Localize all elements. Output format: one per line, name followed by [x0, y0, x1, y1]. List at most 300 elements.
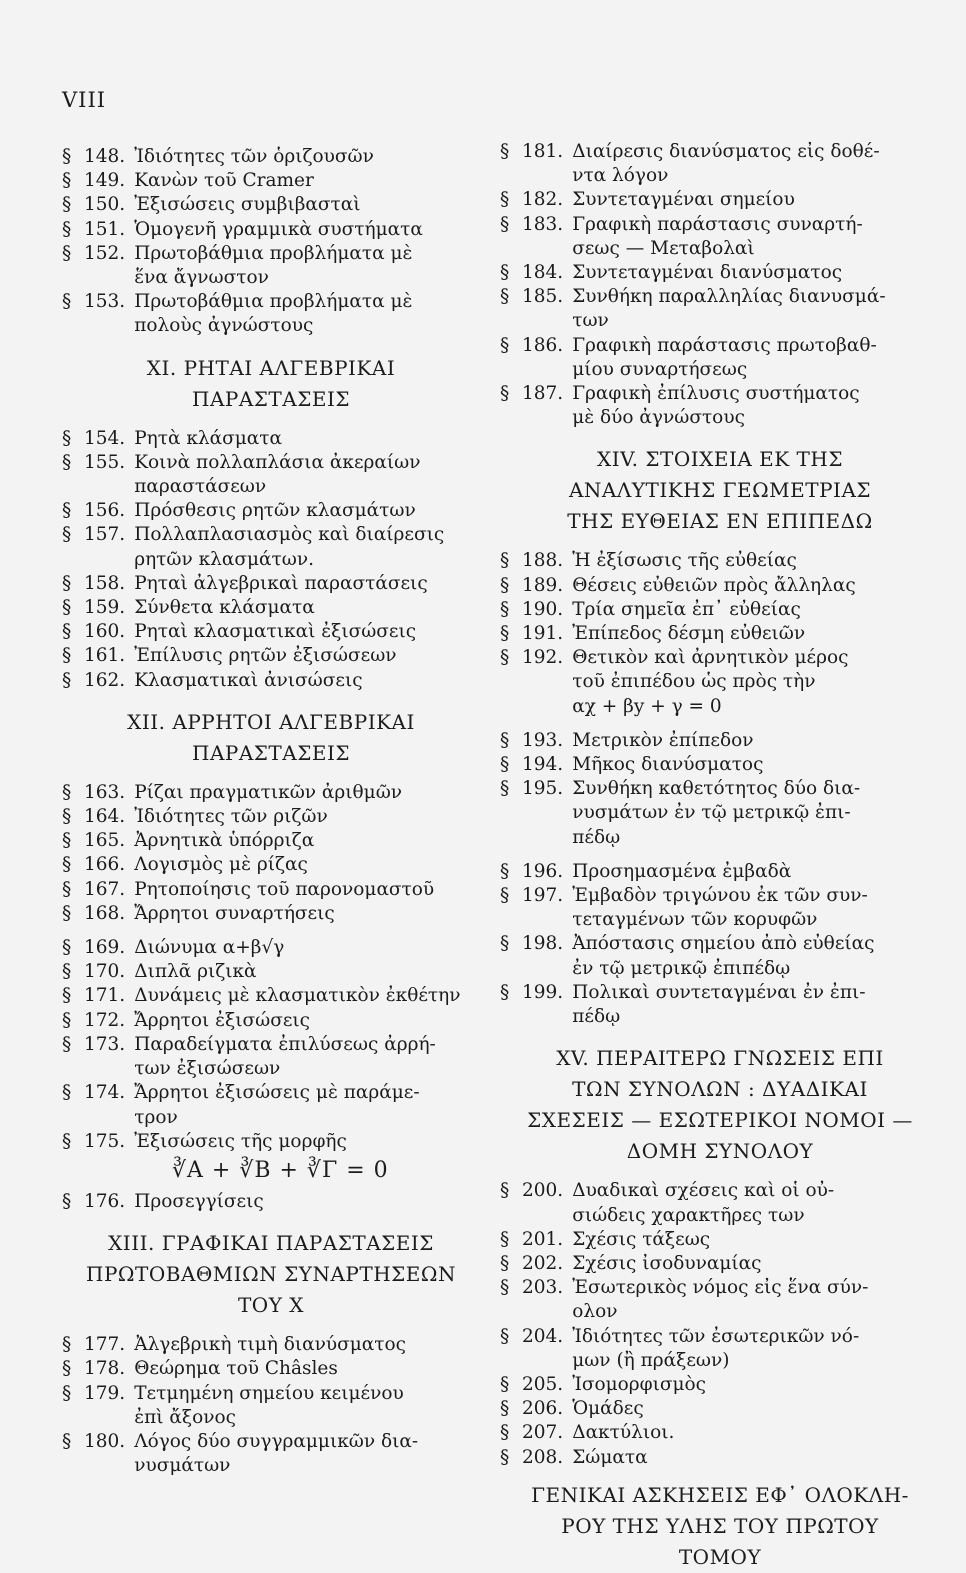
toc-entry — [500, 285, 940, 333]
toc-entry — [500, 884, 940, 932]
section-title — [134, 1190, 480, 1214]
section-number: 166. — [84, 854, 126, 876]
section-sign: § — [500, 213, 510, 235]
section-title — [134, 572, 480, 596]
section-title — [572, 213, 940, 261]
section-title — [134, 451, 480, 499]
section-sign: § — [62, 669, 72, 691]
final-heading — [500, 1480, 940, 1573]
section-sign: § — [500, 1325, 510, 1347]
heading-line: XIII. ΓΡΑΦΙΚΑΙ ΠΑΡΑΣΤΑΣΕΙΣ — [108, 1231, 434, 1256]
section-title-line: Ρηταὶ ἀλγεβρικαὶ παραστάσεις — [134, 572, 428, 594]
section-number: 197. — [522, 885, 564, 907]
section-number: 206. — [522, 1398, 564, 1420]
section-title-line: Ἀπόστασις σημείου ἀπὸ εὐθείας — [572, 933, 875, 955]
section-number: 157. — [84, 524, 126, 546]
toc-entry — [500, 1446, 940, 1470]
section-sign: § — [500, 981, 510, 1003]
section-title — [572, 261, 940, 285]
section-number: 202. — [522, 1252, 564, 1274]
toc-entry — [62, 145, 480, 169]
section-title-line: Ἀρνητικὰ ὑπόρριζα — [134, 830, 315, 852]
section-title-line: Γραφικὴ παράστασις πρωτοβαθ- — [572, 334, 877, 356]
toc-entry — [500, 753, 940, 777]
section-number: 178. — [84, 1358, 126, 1380]
section-sign: § — [62, 1334, 72, 1356]
toc-entry — [62, 620, 480, 644]
section-title-line: νυσμάτων — [134, 1455, 231, 1477]
section-title — [572, 932, 940, 980]
toc-entry — [500, 1397, 940, 1421]
toc-entry — [62, 1190, 480, 1214]
section-title — [134, 1333, 480, 1357]
section-title — [134, 427, 480, 451]
section-sign: § — [500, 1277, 510, 1299]
section-sign: § — [62, 427, 72, 449]
cube-root-formula: ∛Α + ∛Β + ∛Γ = 0 — [172, 1157, 389, 1183]
section-number: 192. — [522, 647, 564, 669]
section-number: 208. — [522, 1446, 564, 1468]
section-number: 170. — [84, 961, 126, 983]
toc-entry — [62, 1333, 480, 1357]
toc-entry — [500, 213, 940, 261]
section-title — [572, 753, 940, 777]
section-title — [134, 960, 480, 984]
section-title — [134, 499, 480, 523]
section-number: 159. — [84, 597, 126, 619]
toc-entry — [62, 1009, 480, 1033]
chapter-heading — [62, 353, 480, 415]
section-title-line: Θεώρημα τοῦ Châsles — [134, 1358, 338, 1380]
section-title-line: Μετρικὸν ἐπίπεδον — [572, 729, 754, 751]
section-title — [134, 193, 480, 217]
section-title-line: Πολλαπλασιασμὸς καὶ διαίρεσις — [134, 524, 445, 546]
section-title — [572, 1228, 940, 1252]
section-title-line: Συνθήκη καθετότητος δύο δια- — [572, 778, 861, 800]
section-title-line: Ἀλγεβρικὴ τιμὴ διανύσματος — [134, 1334, 407, 1356]
section-sign: § — [500, 860, 510, 882]
toc-entry — [62, 960, 480, 984]
toc-entry — [500, 646, 940, 719]
toc-entry — [62, 596, 480, 620]
section-title — [134, 218, 480, 242]
toc-entry — [62, 499, 480, 523]
section-number: 194. — [522, 754, 564, 776]
section-title — [134, 1081, 480, 1129]
chapter-heading — [500, 1043, 940, 1167]
section-number: 173. — [84, 1033, 126, 1055]
toc-entry — [62, 1033, 480, 1081]
section-sign: § — [62, 645, 72, 667]
section-sign: § — [62, 1033, 72, 1055]
section-title-line: τοῦ ἐπιπέδου ὡς πρὸς τὴν — [572, 671, 816, 693]
heading-line: ΠΡΩΤΟΒΑΘΜΙΩΝ ΣΥΝΑΡΤΗΣΕΩΝ — [86, 1262, 456, 1287]
chapter-heading — [62, 1228, 480, 1321]
toc-entry — [62, 805, 480, 829]
section-title-line: Κοινὰ πολλαπλάσια ἀκεραίων — [134, 451, 421, 473]
toc-entry — [500, 261, 940, 285]
section-title-line: Ἰσομορφισμὸς — [572, 1373, 707, 1395]
section-sign: § — [62, 291, 72, 313]
toc-right-column — [500, 140, 940, 1573]
heading-line: XIV. ΣΤΟΙΧΕΙΑ ΕΚ ΤΗΣ — [597, 447, 843, 472]
toc-entry — [62, 1382, 480, 1430]
toc-entry — [62, 669, 480, 693]
heading-line: ΔΟΜΗ ΣΥΝΟΛΟΥ — [626, 1139, 814, 1164]
section-title — [572, 729, 940, 753]
section-number: 182. — [522, 189, 564, 211]
section-title — [572, 549, 940, 573]
section-number: 165. — [84, 830, 126, 852]
toc-entry — [62, 902, 480, 926]
section-title — [134, 878, 480, 902]
section-sign: § — [62, 985, 72, 1007]
toc-entry — [62, 644, 480, 668]
section-title-line: Γραφικὴ ἐπίλυσις συστήματος — [572, 383, 860, 405]
section-title-line: Πρωτοβάθμια προβλήματα μὲ — [134, 291, 413, 313]
toc-entry — [62, 878, 480, 902]
section-title-line: Δυαδικαὶ σχέσεις καὶ οἱ οὐ- — [572, 1180, 835, 1202]
toc-entry — [500, 1252, 940, 1276]
section-sign: § — [500, 1180, 510, 1202]
section-sign: § — [500, 778, 510, 800]
section-number: 180. — [84, 1430, 126, 1452]
toc-entry — [62, 290, 480, 338]
section-title — [134, 242, 480, 290]
section-sign: § — [500, 623, 510, 645]
section-number: 171. — [84, 985, 126, 1007]
section-title-line: μων (ἢ πράξεων) — [572, 1349, 730, 1371]
section-number: 163. — [84, 781, 126, 803]
section-sign: § — [62, 1009, 72, 1031]
section-sign: § — [500, 574, 510, 596]
section-title-line: Σχέσις ἰσοδυναμίας — [572, 1252, 762, 1274]
section-title-line: τεταγμένων τῶν κορυφῶν — [572, 909, 818, 931]
section-title — [572, 285, 940, 333]
toc-entry — [500, 1373, 940, 1397]
section-number: 204. — [522, 1325, 564, 1347]
section-title-line: Σώματα — [572, 1446, 648, 1468]
section-number: 190. — [522, 598, 564, 620]
section-number: 205. — [522, 1373, 564, 1395]
section-title-line: τρον — [134, 1106, 178, 1128]
section-number: 168. — [84, 902, 126, 924]
section-sign: § — [500, 1398, 510, 1420]
section-title — [134, 290, 480, 338]
section-sign: § — [62, 242, 72, 264]
section-title-line: Ὁμογενῆ γραμμικὰ συστήματα — [134, 218, 423, 240]
section-number: 149. — [84, 170, 126, 192]
section-sign: § — [62, 961, 72, 983]
section-title-line: Δακτύλιοι. — [572, 1422, 675, 1444]
section-number: 177. — [84, 1334, 126, 1356]
heading-line: XII. ΑΡΡΗΤΟΙ ΑΛΓΕΒΡΙΚΑΙ — [127, 709, 415, 734]
section-sign: § — [62, 1382, 72, 1404]
heading-line: XV. ΠΕΡΑΙΤΕΡΩ ΓΝΩΣΕΙΣ ΕΠΙ — [556, 1046, 884, 1071]
section-number: 167. — [84, 878, 126, 900]
section-title-line: ἐν τῷ μετρικῷ ἐπιπέδῳ — [572, 957, 791, 979]
section-number: 154. — [84, 427, 126, 449]
section-sign: § — [500, 1228, 510, 1250]
toc-entry — [500, 1228, 940, 1252]
section-title-line: Τετμημένη σημείου κειμένου — [134, 1382, 404, 1404]
section-title — [134, 620, 480, 644]
section-number: 158. — [84, 572, 126, 594]
section-title-line: Ἄρρητοι ἐξισώσεις μὲ παράμε- — [134, 1082, 420, 1104]
toc-entry — [500, 1421, 940, 1445]
section-title-line: Συνθήκη παραλληλίας διανυσμά- — [572, 286, 886, 308]
section-sign: § — [500, 1446, 510, 1468]
section-title-line: Παραδείγματα ἐπιλύσεως ἀρρή- — [134, 1033, 436, 1055]
toc-entry — [500, 1179, 940, 1227]
section-title — [572, 1446, 940, 1470]
heading-line: ΑΝΑΛΥΤΙΚΗΣ ΓΕΩΜΕΤΡΙΑΣ — [568, 478, 872, 503]
section-sign: § — [500, 754, 510, 776]
section-title-line: μίου συναρτήσεως — [572, 358, 748, 380]
section-title-line: παραστάσεων — [134, 476, 267, 498]
section-title-line: Θετικὸν καὶ ἀρνητικὸν μέρος — [572, 647, 849, 669]
section-number: 193. — [522, 729, 564, 751]
heading-line: ΤΟΥ Χ — [237, 1293, 305, 1318]
toc-entry — [62, 1081, 480, 1129]
section-title-line: Ὁμάδες — [572, 1398, 644, 1420]
toc-entry — [62, 242, 480, 290]
toc-entry — [500, 1276, 940, 1324]
section-title — [134, 984, 480, 1008]
section-title — [134, 145, 480, 169]
section-number: 198. — [522, 933, 564, 955]
section-title-line: των — [572, 310, 609, 332]
section-title-line: Διπλᾶ ριζικὰ — [134, 961, 257, 983]
chapter-heading — [500, 444, 940, 537]
section-sign: § — [500, 647, 510, 669]
section-title — [572, 884, 940, 932]
section-title — [572, 1325, 940, 1373]
section-sign: § — [500, 262, 510, 284]
section-sign: § — [62, 146, 72, 167]
section-title — [134, 1033, 480, 1081]
section-number: 201. — [522, 1228, 564, 1250]
toc-entry — [500, 622, 940, 646]
section-number: 151. — [84, 218, 126, 240]
section-title — [572, 574, 940, 598]
section-number: 152. — [84, 242, 126, 264]
heading-line: XI. ΡΗΤΑΙ ΑΛΓΕΒΡΙΚΑΙ — [146, 355, 396, 380]
section-title-line: Ἰδιότητες τῶν ἐσωτερικῶν νό- — [572, 1325, 860, 1347]
section-title-line: Σύνθετα κλάσματα — [134, 597, 315, 619]
section-title — [572, 140, 940, 188]
section-title — [572, 777, 940, 850]
section-title-line: Ἐπίπεδος δέσμη εὐθειῶν — [572, 623, 806, 645]
section-title — [134, 1009, 480, 1033]
section-title — [572, 1179, 940, 1227]
section-sign: § — [62, 806, 72, 828]
toc-entry — [62, 193, 480, 217]
section-title-line: Κλασματικαὶ ἀνισώσεις — [134, 669, 363, 691]
toc-left-column — [62, 145, 480, 1478]
section-number: 153. — [84, 291, 126, 313]
section-number: 199. — [522, 981, 564, 1003]
section-title — [134, 644, 480, 668]
section-number: 196. — [522, 860, 564, 882]
section-sign: § — [62, 1430, 72, 1452]
toc-entry — [500, 729, 940, 753]
section-sign: § — [500, 334, 510, 356]
section-title-line: Σχέσις τάξεως — [572, 1228, 711, 1250]
section-sign: § — [500, 729, 510, 751]
section-title — [134, 1130, 480, 1154]
toc-entry — [500, 549, 940, 573]
section-title — [572, 1276, 940, 1324]
section-title-line: Θέσεις εὐθειῶν πρὸς ἄλληλας — [572, 574, 856, 596]
section-title-line: Ἐσωτερικὸς νόμος εἰς ἕνα σύν- — [572, 1277, 869, 1299]
section-sign: § — [62, 781, 72, 803]
section-title — [572, 598, 940, 622]
toc-entry — [62, 984, 480, 1008]
section-number: 175. — [84, 1130, 126, 1152]
section-title-line: Ἐξισώσεις συμβιβασταὶ — [134, 194, 361, 216]
section-title-line: πολοὺς ἀγνώστους — [134, 315, 314, 337]
section-title-line: Διαίρεσις διανύσματος εἰς δοθέ- — [572, 141, 880, 162]
section-number: 148. — [84, 146, 126, 167]
section-title — [134, 805, 480, 829]
section-title-line: Πρωτοβάθμια προβλήματα μὲ — [134, 242, 413, 264]
section-number: 189. — [522, 574, 564, 596]
section-title-line: ἐπὶ ἄξονος — [134, 1406, 236, 1428]
toc-entry — [62, 781, 480, 805]
toc-entry — [62, 853, 480, 877]
section-title — [134, 1382, 480, 1430]
section-title — [134, 936, 480, 960]
toc-entry — [62, 427, 480, 451]
section-sign: § — [500, 286, 510, 308]
section-title-line: Διώνυμα α+β√γ — [134, 937, 285, 959]
section-sign: § — [62, 878, 72, 900]
toc-entry — [500, 188, 940, 212]
section-title — [572, 334, 940, 382]
section-title-line: Συντεταγμέναι διανύσματος — [572, 262, 843, 284]
section-number: 169. — [84, 937, 126, 959]
section-number: 183. — [522, 213, 564, 235]
section-title — [572, 1421, 940, 1445]
section-title-line: Ἡ ἐξίσωσις τῆς εὐθείας — [572, 550, 797, 572]
toc-entry — [62, 936, 480, 960]
section-number: 150. — [84, 194, 126, 216]
section-title-line: Ρητὰ κλάσματα — [134, 427, 282, 449]
toc-entry — [62, 572, 480, 596]
section-sign: § — [62, 572, 72, 594]
section-title-line: ντα λόγον — [572, 165, 669, 187]
section-sign: § — [500, 1373, 510, 1395]
heading-line: ΡΟΥ ΤΗΣ ΥΛΗΣ ΤΟΥ ΠΡΩΤΟΥ — [561, 1513, 879, 1538]
heading-line: ΣΧΕΣΕΙΣ — ΕΣΩΤΕΡΙΚΟΙ ΝΟΜΟΙ — — [527, 1108, 913, 1133]
section-number: 207. — [522, 1422, 564, 1444]
toc-entry — [62, 1130, 480, 1154]
heading-line: ΠΑΡΑΣΤΑΣΕΙΣ — [192, 386, 350, 411]
section-sign: § — [62, 1130, 72, 1152]
section-title-line: Τρία σημεῖα ἐπ᾽ εὐθείας — [572, 598, 801, 620]
section-title-line: Ἄρρητοι συναρτήσεις — [134, 902, 335, 924]
section-title-line: Συντεταγμέναι σημείου — [572, 189, 795, 211]
section-title — [134, 781, 480, 805]
section-title — [572, 1373, 940, 1397]
section-number: 156. — [84, 500, 126, 522]
section-title-line: σιώδεις χαρακτῆρες των — [572, 1204, 805, 1226]
section-title — [572, 382, 940, 430]
toc-entry — [500, 334, 940, 382]
section-number: 172. — [84, 1009, 126, 1031]
section-number: 155. — [84, 451, 126, 473]
section-title-line: Ρίζαι πραγματικῶν ἀριθμῶν — [134, 781, 403, 803]
section-title-line: Ἐξισώσεις τῆς μορφῆς — [134, 1130, 347, 1152]
section-title — [134, 669, 480, 693]
section-title-line: νυσμάτων ἐν τῷ μετρικῷ ἐπι- — [572, 802, 851, 824]
section-sign: § — [62, 451, 72, 473]
section-sign: § — [62, 597, 72, 619]
section-title — [572, 1397, 940, 1421]
section-title-line: πέδῳ — [572, 1006, 621, 1028]
section-sign: § — [500, 189, 510, 211]
section-title — [134, 1430, 480, 1478]
section-title-line: ἕνα ἄγνωστον — [134, 267, 269, 289]
toc-entry — [500, 1325, 940, 1373]
toc-entry — [62, 218, 480, 242]
section-number: 200. — [522, 1180, 564, 1202]
section-number: 179. — [84, 1382, 126, 1404]
section-sign: § — [500, 383, 510, 405]
section-sign: § — [500, 933, 510, 955]
section-title-line: Λογισμὸς μὲ ρίζας — [134, 854, 308, 876]
section-title — [572, 188, 940, 212]
section-title-line: των ἐξισώσεων — [134, 1058, 281, 1080]
section-title-line: ρητῶν κλασμάτων. — [134, 548, 314, 570]
section-number: 174. — [84, 1082, 126, 1104]
section-sign: § — [500, 598, 510, 620]
section-title-line: Ρητοποίησις τοῦ παρονομαστοῦ — [134, 878, 435, 900]
section-title — [134, 596, 480, 620]
section-sign: § — [62, 524, 72, 546]
heading-line: ΤΗΣ ΕΥΘΕΙΑΣ ΕΝ ΕΠΙΠΕΔΩ — [567, 509, 873, 534]
section-number: 184. — [522, 262, 564, 284]
section-title-line: Προσεγγίσεις — [134, 1190, 264, 1212]
heading-line: ΤΟΜΟΥ — [678, 1544, 762, 1569]
section-title-line: Δυνάμεις μὲ κλασματικὸν ἐκθέτην — [134, 985, 461, 1007]
section-number: 162. — [84, 669, 126, 691]
toc-entry — [500, 598, 940, 622]
toc-entry — [62, 1357, 480, 1381]
section-sign: § — [62, 854, 72, 876]
section-sign: § — [62, 937, 72, 959]
chapter-heading — [62, 707, 480, 769]
section-title-line: αχ + βy + γ = 0 — [572, 695, 722, 717]
section-title-line: Πρόσθεσις ρητῶν κλασμάτων — [134, 500, 416, 522]
section-title-line: Κανὼν τοῦ Cramer — [134, 170, 314, 192]
section-sign: § — [62, 218, 72, 240]
section-number: 185. — [522, 286, 564, 308]
toc-entry — [62, 1430, 480, 1478]
section-title — [134, 523, 480, 571]
section-title-line: Ἰδιότητες τῶν ριζῶν — [134, 806, 328, 828]
section-sign: § — [62, 1190, 72, 1212]
toc-entry — [62, 169, 480, 193]
section-number: 181. — [522, 141, 564, 162]
toc-entry — [62, 451, 480, 499]
section-title-line: Ρηταὶ κλασματικαὶ ἐξισώσεις — [134, 621, 417, 643]
section-sign: § — [500, 141, 510, 162]
toc-entry — [500, 981, 940, 1029]
toc-entry — [500, 382, 940, 430]
section-title-line: Ἄρρητοι ἐξισώσεις — [134, 1009, 311, 1031]
